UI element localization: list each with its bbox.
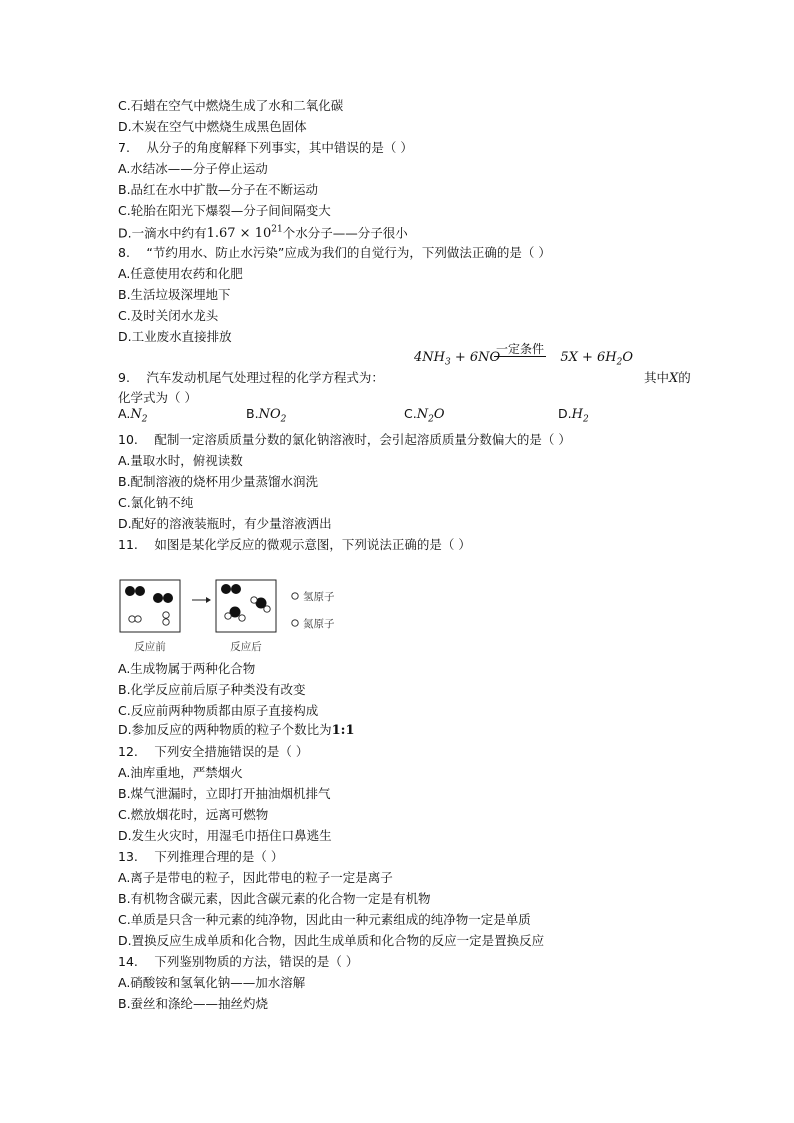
q9-tail-b: 的 <box>678 370 691 385</box>
q8-option-c: C.及时关闭水龙头 <box>118 308 219 323</box>
h-atom <box>163 619 169 625</box>
q9-stem: 9. 汽车发动机尾气处理过程的化学方程式为： <box>118 370 384 385</box>
q9-tail-a: 其中 <box>644 370 670 385</box>
q8-option-a: A.任意使用农药和化肥 <box>118 266 243 281</box>
q9-option-d-label: D. <box>558 406 572 421</box>
q9-option-b-main: NO <box>258 407 281 422</box>
q9-option-a-label: A. <box>118 406 131 421</box>
q8-option-d: D.工业废水直接排放 <box>118 329 232 344</box>
q7-option-a: A.水结冰——分子停止运动 <box>118 161 268 176</box>
legend-h-label: 氢原子 <box>303 591 335 603</box>
eq-condition: 一定条件 <box>496 342 545 356</box>
q14-stem: 14. 下列鉴别物质的方法，错误的是（ ） <box>118 954 359 969</box>
eq-lhs: 4NH <box>414 350 445 365</box>
eq-rhs-sub: 2 <box>616 357 623 368</box>
n-atom <box>153 593 163 603</box>
q11-option-d <box>118 722 355 739</box>
eq-lhs-sub: 3 <box>444 357 451 368</box>
q9-option-a <box>118 406 147 425</box>
h-atom <box>163 612 169 618</box>
n-atom <box>125 586 135 596</box>
q9-option-b-label: B. <box>246 406 259 421</box>
q9-tail-x: X <box>669 371 679 386</box>
h-atom <box>264 606 270 612</box>
before-label: 反应前 <box>134 641 166 653</box>
q12-stem: 12. 下列安全措施错误的是（ ） <box>118 744 309 759</box>
q9-option-b <box>246 406 286 425</box>
q11-option-b: B.化学反应前后原子种类没有改变 <box>118 682 306 697</box>
q11-option-a: A.生成物属于两种化合物 <box>118 661 256 676</box>
h-atom <box>251 597 257 603</box>
q9-option-c-end: O <box>433 407 445 422</box>
n-atom <box>135 586 145 596</box>
q13-option-a: A.离子是带电的粒子，因此带电的粒子一定是离子 <box>118 870 393 885</box>
h-atom <box>129 616 135 622</box>
q7d-prefix: D.一滴水中约有 <box>118 225 207 241</box>
q11-stem: 11. 如图是某化学反应的微观示意图，下列说法正确的是（ ） <box>118 537 471 552</box>
q9-option-d-sub: 2 <box>582 414 589 425</box>
reaction-diagram <box>118 578 398 656</box>
q7d-suffix: 个水分子——分子很小 <box>282 225 408 241</box>
legend-n-icon <box>292 620 298 626</box>
eq-mid: + 6NO <box>450 350 501 365</box>
after-label: 反应后 <box>230 641 262 653</box>
n-atom <box>163 593 173 603</box>
q10-option-a: A.量取水时，俯视读数 <box>118 453 243 468</box>
q6-option-c: C.石蜡在空气中燃烧生成了水和二氧化碳 <box>118 98 344 113</box>
q11-option-c: C.反应前两种物质都由原子直接构成 <box>118 703 319 718</box>
q9-stem-line2: 化学式为（ ） <box>118 390 197 405</box>
q12-option-c: C.燃放烟花时，远离可燃物 <box>118 807 269 822</box>
q9-option-d-main: H <box>571 407 583 422</box>
q7d-coefficient: 1.67 × 10 <box>206 226 272 242</box>
q13-option-c: C.单质是只含一种元素的纯净物，因此由一种元素组成的纯净物一定是单质 <box>118 912 531 927</box>
q9-option-d <box>558 406 589 425</box>
n-atom <box>221 584 231 594</box>
q8-stem: 8. “节约用水、防止水污染”应成为我们的自觉行为，下列做法正确的是（ ） <box>118 245 551 260</box>
eq-rhs-end: O <box>622 350 634 365</box>
q9-equation <box>414 342 634 368</box>
q11d-ratio: 1:1 <box>331 723 355 738</box>
q12-option-a: A.油库重地，严禁烟火 <box>118 765 243 780</box>
q9-option-b-sub: 2 <box>280 414 287 425</box>
q7-option-c: C.轮胎在阳光下爆裂—分子间间隔变大 <box>118 203 331 218</box>
q12-option-b: B.煤气泄漏时，立即打开抽油烟机排气 <box>118 786 331 801</box>
q9-option-c-main: N <box>416 407 429 422</box>
q7-stem: 7. 从分子的角度解释下列事实，其中错误的是（ ） <box>118 140 413 155</box>
q9-option-c-label: C. <box>404 406 417 421</box>
q10-stem: 10. 配制一定溶质质量分数的氯化钠溶液时，会引起溶质质量分数偏大的是（ ） <box>118 432 571 447</box>
q14-option-b: B.蚕丝和涤纶——抽丝灼烧 <box>118 996 269 1011</box>
q10-option-b: B.配制溶液的烧杯用少量蒸馏水润洗 <box>118 474 319 489</box>
q8-option-b: B.生活垃圾深埋地下 <box>118 287 231 302</box>
eq-rhs: 5X + 6H <box>560 350 617 365</box>
q10-option-d: D.配好的溶液装瓶时，有少量溶液洒出 <box>118 516 332 531</box>
q9-option-a-main: N <box>130 407 142 422</box>
q7-option-d <box>118 222 408 242</box>
q11d-prefix: D.参加反应的两种物质的粒子个数比为 <box>118 722 332 737</box>
q13-option-b: B.有机物含碳元素，因此含碳元素的化合物一定是有机物 <box>118 891 431 906</box>
q13-option-d: D.置换反应生成单质和化合物，因此生成单质和化合物的反应一定是置换反应 <box>118 933 545 948</box>
q12-option-d: D.发生火灾时，用湿毛巾捂住口鼻逃生 <box>118 828 332 843</box>
arrow-head <box>206 597 211 603</box>
h-atom <box>135 616 141 622</box>
q6-option-d: D.木炭在空气中燃烧生成黑色固体 <box>118 119 307 134</box>
q9-option-c-sub: 2 <box>428 414 434 425</box>
h-atom <box>225 613 231 619</box>
q13-stem: 13. 下列推理合理的是（ ） <box>118 849 284 864</box>
q14-option-a: A.硝酸铵和氢氧化钠——加水溶解 <box>118 975 306 990</box>
q7-option-b: B.品红在水中扩散—分子在不断运动 <box>118 182 319 197</box>
q10-option-c: C.氯化钠不纯 <box>118 495 194 510</box>
h-atom <box>239 615 245 621</box>
q9-option-a-sub: 2 <box>141 414 148 425</box>
q9-option-c <box>404 406 444 425</box>
q7d-exponent: 21 <box>271 225 283 235</box>
legend-n-label: 氮原子 <box>303 618 335 630</box>
legend-h-icon <box>292 593 298 599</box>
n-atom <box>231 584 241 594</box>
q9-tail <box>644 370 691 387</box>
